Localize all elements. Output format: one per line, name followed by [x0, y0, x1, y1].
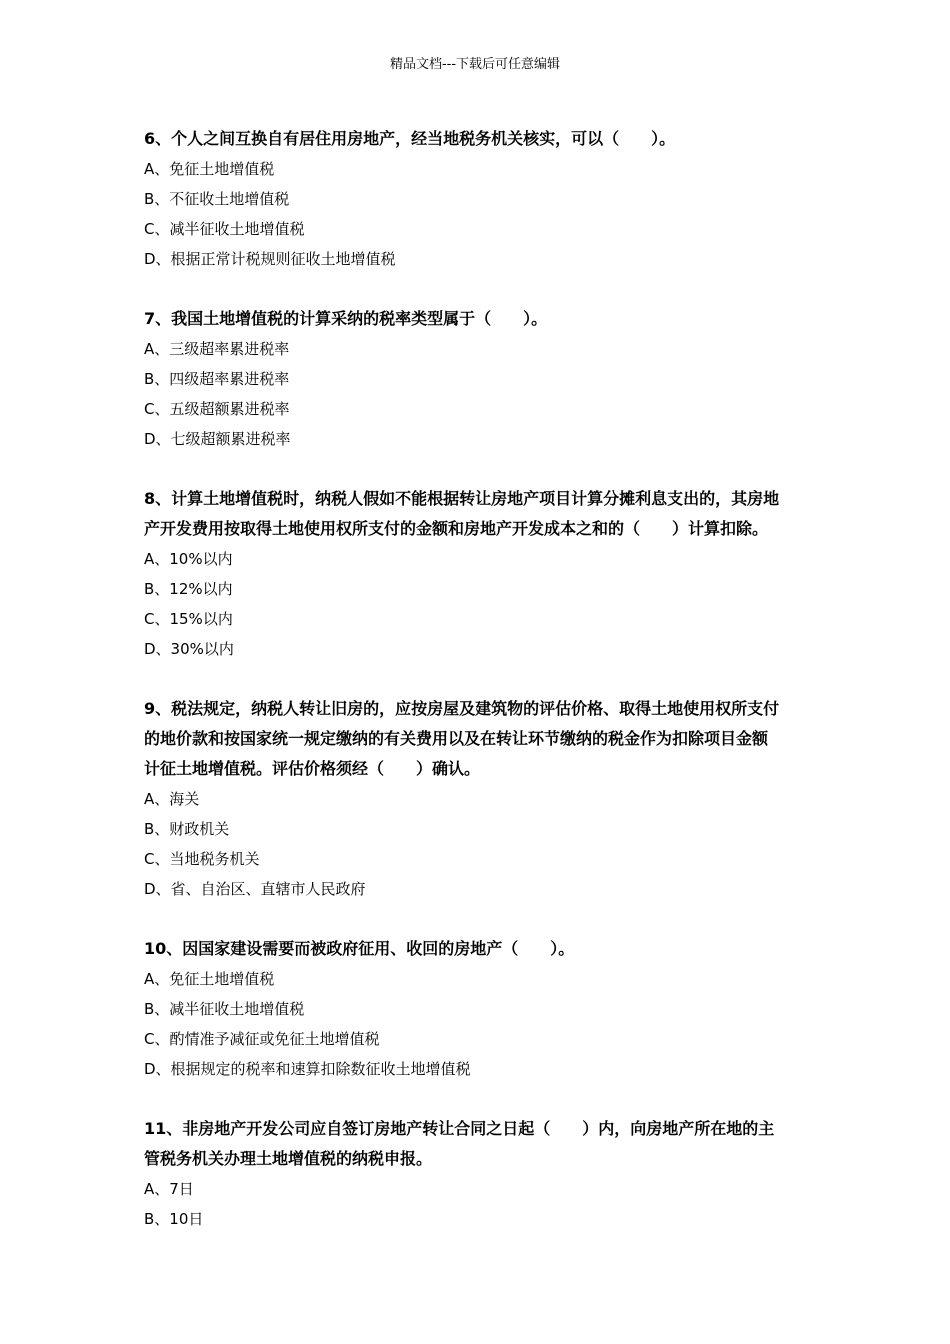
question-stem-line: 计征土地增值税。评估价格须经（ ）确认。	[144, 759, 481, 778]
option-d: D、根据正常计税规则征收土地增值税	[144, 250, 396, 268]
question-8	[144, 484, 814, 664]
option-b: B、12%以内	[144, 580, 233, 598]
question-10	[144, 934, 814, 1084]
question-11	[144, 1114, 814, 1234]
option-c: C、五级超额累进税率	[144, 400, 290, 418]
question-9	[144, 694, 814, 904]
page-header: 精品文档---下载后可任意编辑	[389, 57, 561, 72]
question-stem-line: 9、税法规定，纳税人转让旧房的，应按房屋及建筑物的评估价格、取得土地使用权所支付	[144, 699, 780, 718]
option-b: B、减半征收土地增值税	[144, 1000, 305, 1018]
question-stem-line: 产开发费用按取得土地使用权所支付的金额和房地产开发成本之和的（ ）计算扣除。	[144, 519, 769, 538]
option-d: D、省、自治区、直辖市人民政府	[144, 880, 366, 898]
option-c: C、酌情准予减征或免征土地增值税	[144, 1030, 380, 1048]
option-a: A、7日	[144, 1180, 194, 1198]
option-b: B、10日	[144, 1210, 204, 1228]
option-b: B、不征收土地增值税	[144, 190, 290, 208]
option-b: B、财政机关	[144, 820, 230, 838]
question-stem-line: 6、个人之间互换自有居住用房地产，经当地税务机关核实，可以（ ）。	[144, 129, 676, 148]
question-7	[144, 304, 814, 454]
question-stem-line: 10、因国家建设需要而被政府征用、收回的房地产（ ）。	[144, 939, 575, 958]
question-stem-line: 的地价款和按国家统一规定缴纳的有关费用以及在转让环节缴纳的税金作为扣除项目金额	[144, 729, 769, 748]
option-b: B、四级超率累进税率	[144, 370, 290, 388]
question-6	[144, 124, 814, 274]
option-a: A、免征土地增值税	[144, 970, 275, 988]
question-stem-line: 7、我国土地增值税的计算采纳的税率类型属于（ ）。	[144, 309, 548, 328]
option-d: D、七级超额累进税率	[144, 430, 291, 448]
question-stem-line: 管税务机关办理土地增值税的纳税申报。	[144, 1149, 433, 1168]
option-a: A、10%以内	[144, 550, 233, 568]
option-d: D、30%以内	[144, 640, 234, 658]
option-a: A、免征土地增值税	[144, 160, 275, 178]
question-list	[144, 124, 814, 1264]
option-c: C、减半征收土地增值税	[144, 220, 305, 238]
question-stem-line: 11、非房地产开发公司应自签订房地产转让合同之日起（ ）内，向房地产所在地的主	[144, 1119, 775, 1138]
option-c: C、15%以内	[144, 610, 233, 628]
question-stem-line: 8、计算土地增值税时，纳税人假如不能根据转让房地产项目计算分摊利息支出的，其房地	[144, 489, 780, 508]
option-c: C、当地税务机关	[144, 850, 260, 868]
option-a: A、海关	[144, 790, 200, 808]
option-d: D、根据规定的税率和速算扣除数征收土地增值税	[144, 1060, 471, 1078]
option-a: A、三级超率累进税率	[144, 340, 290, 358]
